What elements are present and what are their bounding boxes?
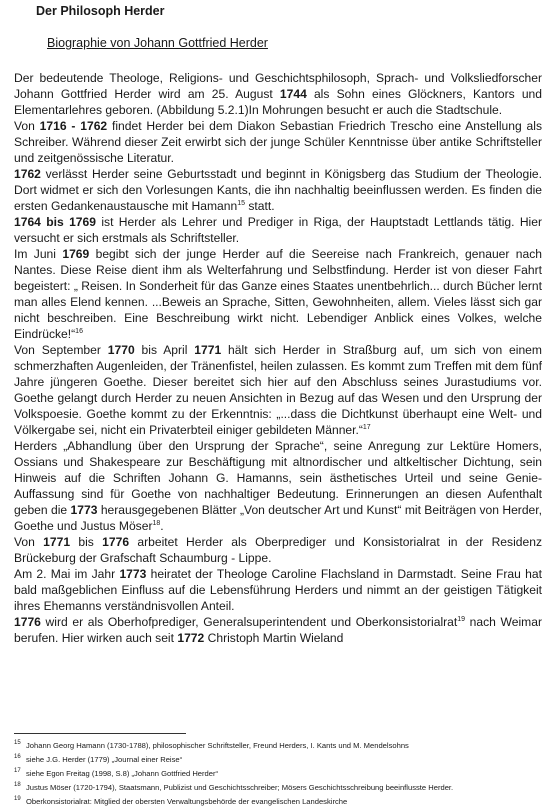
footnote-number: 15 <box>14 740 21 746</box>
footnote-number: 16 <box>14 754 21 760</box>
text-run: verlässt Herder seine Geburtsstadt und beginnt in Königsberg das Studium der Theologie. Dort widmet er sich den Vorlesungen Kants, die ihn nachhaltig beeinflussen werden. Es finden die ersten Gedankenaustausche mit Hamann <box>14 167 542 213</box>
text-run: begibt sich der junge Herder auf die Seereise nach Frankreich, genauer nach Nantes. Diese Reise dient ihm als Welterfahrung und Selbstfindung. Herder ist von dieser Fahrt begeistert: „ Reisen. In Sonderheit für das Ganze eines Staates unentbehrlich... durch Bücher lernt man alles Elend kennen. ...Beweis an Sprache, Sitten, Gewohnheiten, allem. Vieles lässt sich gar nicht beschreiben. Eine Beschreibung wirkt nicht. Lebendiger Anblick eines Volkes, welche Eindrücke!“ <box>14 247 542 341</box>
text-run: wird er als Oberhofprediger, Generalsuperintendent und Oberkonsistorialrat <box>40 615 458 629</box>
footnote-number: 19 <box>14 796 21 802</box>
text-run: bis <box>70 535 103 549</box>
text-run: Am 2. Mai im Jahr <box>14 567 120 581</box>
year-highlight: 1772 <box>177 631 205 645</box>
footnote-ref: 18 <box>152 519 161 527</box>
running-header: Der Philosoph Herder <box>36 4 165 18</box>
text-run: Von <box>14 119 40 133</box>
paragraph <box>14 118 542 166</box>
year-highlight: 1764 bis 1769 <box>14 215 96 229</box>
paragraph <box>14 166 542 214</box>
text-run: findet Herder bei dem Diakon Sebastian Friedrich Trescho eine Anstellung als Schreiber. Während dieser Zeit erwirbt sich der junge Schüler Kenntnisse über antike Schriftsteller und zeitgenössische Literatur. <box>14 119 542 165</box>
paragraph <box>14 246 542 342</box>
footnote-text: Oberkonsistorialrat: Mitglied der obersten Verwaltungsbehörde der evangelischen Landeskirche <box>26 797 348 806</box>
year-highlight: 1769 <box>62 247 90 261</box>
footnote-ref: 19 <box>457 615 466 623</box>
text-run: . <box>160 519 164 533</box>
year-highlight: 1762 <box>14 167 41 181</box>
footnote <box>14 782 544 793</box>
year-highlight: 1716 - 1762 <box>39 119 108 133</box>
text-run: herausgegebenen Blätter „Von deutscher Art und Kunst“ mit Beiträgen von Herder, Goethe und Justus Möser <box>14 503 542 533</box>
text-run: Von <box>14 535 44 549</box>
text-run: hält sich Herder in Straßburg auf, um sich von einem schmerzhaften Augenleiden, der Tränenfistel, heilen zulassen. Es kommt zum Treffen mit dem fünf Jahre jüngeren Goethe. Dieser bereitet sich hier auf den Abschluss seines Jurastudiums vor. Goethe gelangt durch Herder zu neuen Ansichten in Bezug auf das Wesen und den Ursprung der Volkspoesie. Goethe kommt zu der Erkenntnis: „...dass die Dichtkunst überhaupt eine Welt- und Völkergabe sei, nicht ein Privaterbteil einiger gebildeten Männer.“ <box>14 343 542 437</box>
text-run: bis April <box>134 343 195 357</box>
text-run: Im Juni <box>14 247 63 261</box>
text-run: Der bedeutende Theologe, Religions- und Geschichtsphilosoph, Sprach- und Volksliedforscher Johann Gottfried Herder wird am 25. August <box>14 71 542 101</box>
footnote-text: Justus Möser (1720-1794), Staatsmann, Publizist und Geschichtsschreiber; Mösers Geschichtsschreibung beeinflusste Herder. <box>26 783 454 792</box>
footnote-number: 17 <box>14 768 21 774</box>
footnote-text: siehe J.G. Herder (1779) „Journal einer Reise“ <box>26 755 183 764</box>
paragraph <box>14 534 542 566</box>
year-highlight: 1744 <box>279 87 307 101</box>
document-title: Biographie von Johann Gottfried Herder <box>47 36 268 50</box>
year-highlight: 1773 <box>70 503 98 517</box>
paragraph <box>14 614 542 646</box>
text-run: Herders „Abhandlung über den Ursprung der Sprache“, seine Anregung zur Lektüre Homers, Ossians und Shakespeare zur Beschäftigung mit altnordischer und altkeltischer Dichtung, sein Hinweis auf die Schriften Johann G. Hamanns, sein ästhetisches Urteil und seine Genie- Auffassung sind für Goethe von nachhaltiger Bedeutung. Erinnerungen an diesen Aufenthalt geben die <box>14 439 542 517</box>
paragraph <box>14 342 542 438</box>
text-run: Christoph Martin Wieland <box>204 631 344 645</box>
year-highlight: 1776 <box>14 615 41 629</box>
text-run: arbeitet Herder als Oberprediger und Konsistorialrat in der Residenz Brückeburg der Grafschaft Schaumburg - Lippe. <box>14 535 542 565</box>
text-run: heiratet der Theologe Caroline Flachsland in Darmstadt. Seine Frau hat bald maßgeblichen Einfluss auf die Lebensführung Herders und nimmt an der geistigen Tätigkeit ihres Ehemanns verständnisvollen Anteil. <box>14 567 542 613</box>
footnote <box>14 796 544 807</box>
footnote-ref: 16 <box>75 327 83 335</box>
paragraph <box>14 70 542 118</box>
footnote-ref: 15 <box>237 199 245 207</box>
footnote-number: 18 <box>14 782 21 788</box>
footnote <box>14 740 544 751</box>
year-highlight: 1773 <box>119 567 147 581</box>
footnote-text: siehe Egon Freitag (1998, S.8) „Johann Gottfried Herder“ <box>26 769 219 778</box>
footnotes <box>14 740 544 810</box>
text-run: nach Weimar berufen. Hier wirken auch seit <box>14 615 542 645</box>
year-highlight: 1771 <box>43 535 71 549</box>
footnote-ref: 17 <box>362 423 371 431</box>
footnote <box>14 754 544 765</box>
footnote-divider <box>14 733 186 734</box>
paragraph <box>14 438 542 534</box>
text-run: statt. <box>245 199 275 213</box>
text-run: als Sohn eines Glöckners, Kantors und Elementarlehres geboren. (Abbildung 5.2.1)In Mohrungen besucht er auch die Stadtschule. <box>14 87 543 117</box>
year-highlight: 1771 <box>194 343 222 357</box>
text-run: Von September <box>14 343 108 357</box>
text-run: ist Herder als Lehrer und Prediger in Riga, der Hauptstadt Lettlands tätig. Hier versucht er sich erstmals als Schriftsteller. <box>14 215 542 245</box>
paragraph <box>14 214 542 246</box>
footnote <box>14 768 544 779</box>
year-highlight: 1776 <box>102 535 130 549</box>
paragraph <box>14 566 542 614</box>
biography-text <box>14 70 542 646</box>
year-highlight: 1770 <box>107 343 135 357</box>
footnote-text: Johann Georg Hamann (1730-1788), philosophischer Schriftsteller, Freund Herders, I. Kants und M. Mendelsohns <box>26 741 409 750</box>
